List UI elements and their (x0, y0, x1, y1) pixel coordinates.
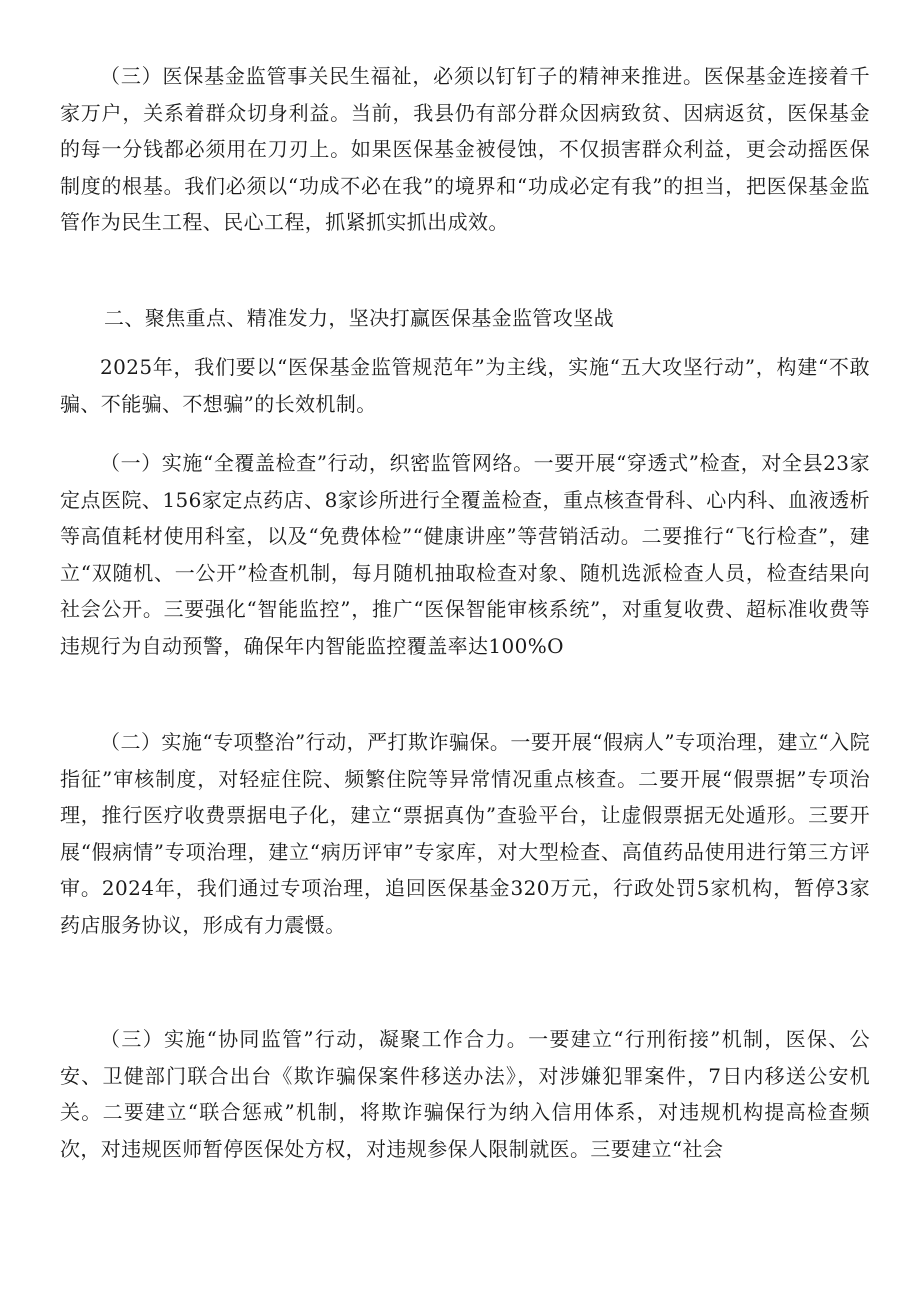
paragraph-fund-supervision-welfare: （三）医保基金监管事关民生福祉，必须以钉钉子的精神来推进。医保基金连接着千家万户，关系着群众切身利益。当前，我县仍有部分群众因病致贫、因病返贫，医保基金的每一分钱都必须用在刀刃上。如果医保基金被侵蚀，不仅损害群众利益，更会动摇医保制度的根基。我们必须以“功成不必在我”的境界和“功成必定有我”的担当，把医保基金监管作为民生工程、民心工程，抓紧抓实抓出成效。 (60, 64, 870, 235)
paragraph-coordinated-supervision: （三）实施“协同监管”行动，凝聚工作合力。一要建立“行刑衔接”机制，医保、公安、卫健部门联合出台《欺诈骗保案件移送办法》，对涉嫌犯罪案件，7日内移送公安机关。二要建立“联合惩戒”机制，将欺诈骗保行为纳入信用体系，对违规机构提高检查频次，对违规医师暂停医保处方权，对违规参保人限制就医。三要建立“社会 (60, 1027, 870, 1161)
paragraph-full-coverage-inspection: （一）实施“全覆盖检查”行动，织密监管网络。一要开展“穿透式”检查，对全县23家定点医院、156家定点药店、8家诊所进行全覆盖检查，重点核查骨科、心内科、血液透析等高值耗材使用科室，以及“免费体检”“健康讲座”等营销活动。二要推行“飞行检查”，建立“双随机、一公开”检查机制，每月随机抽取检查对象、随机选派检查人员，检查结果向社会公开。三要强化“智能监控”，推广“医保智能审核系统”，对重复收费、超标准收费等违规行为自动预警，确保年内智能监控覆盖率达100%O (60, 451, 870, 658)
paragraph-special-rectification: （二）实施“专项整治”行动，严打欺诈骗保。一要开展“假病人”专项治理，建立“入院指征”审核制度，对轻症住院、频繁住院等异常情况重点核查。二要开展“假票据”专项治理，推行医疗收费票据电子化，建立“票据真伪”查验平台，让虚假票据无处遁形。三要开展“假病情”专项治理，建立“病历评审”专家库，对大型检查、高值药品使用进行第三方评审。2024年，我们通过专项治理，追回医保基金320万元，行政处罚5家机构，暂停3家药店服务协议，形成有力震慑。 (60, 730, 870, 937)
section-heading-two: 二、聚焦重点、精准发力，坚决打赢医保基金监管攻坚战 (104, 306, 614, 330)
paragraph-2025-plan: 2025年，我们要以“医保基金监管规范年”为主线，实施“五大攻坚行动”，构建“不敢骗、不能骗、不想骗”的长效机制。 (60, 355, 870, 416)
